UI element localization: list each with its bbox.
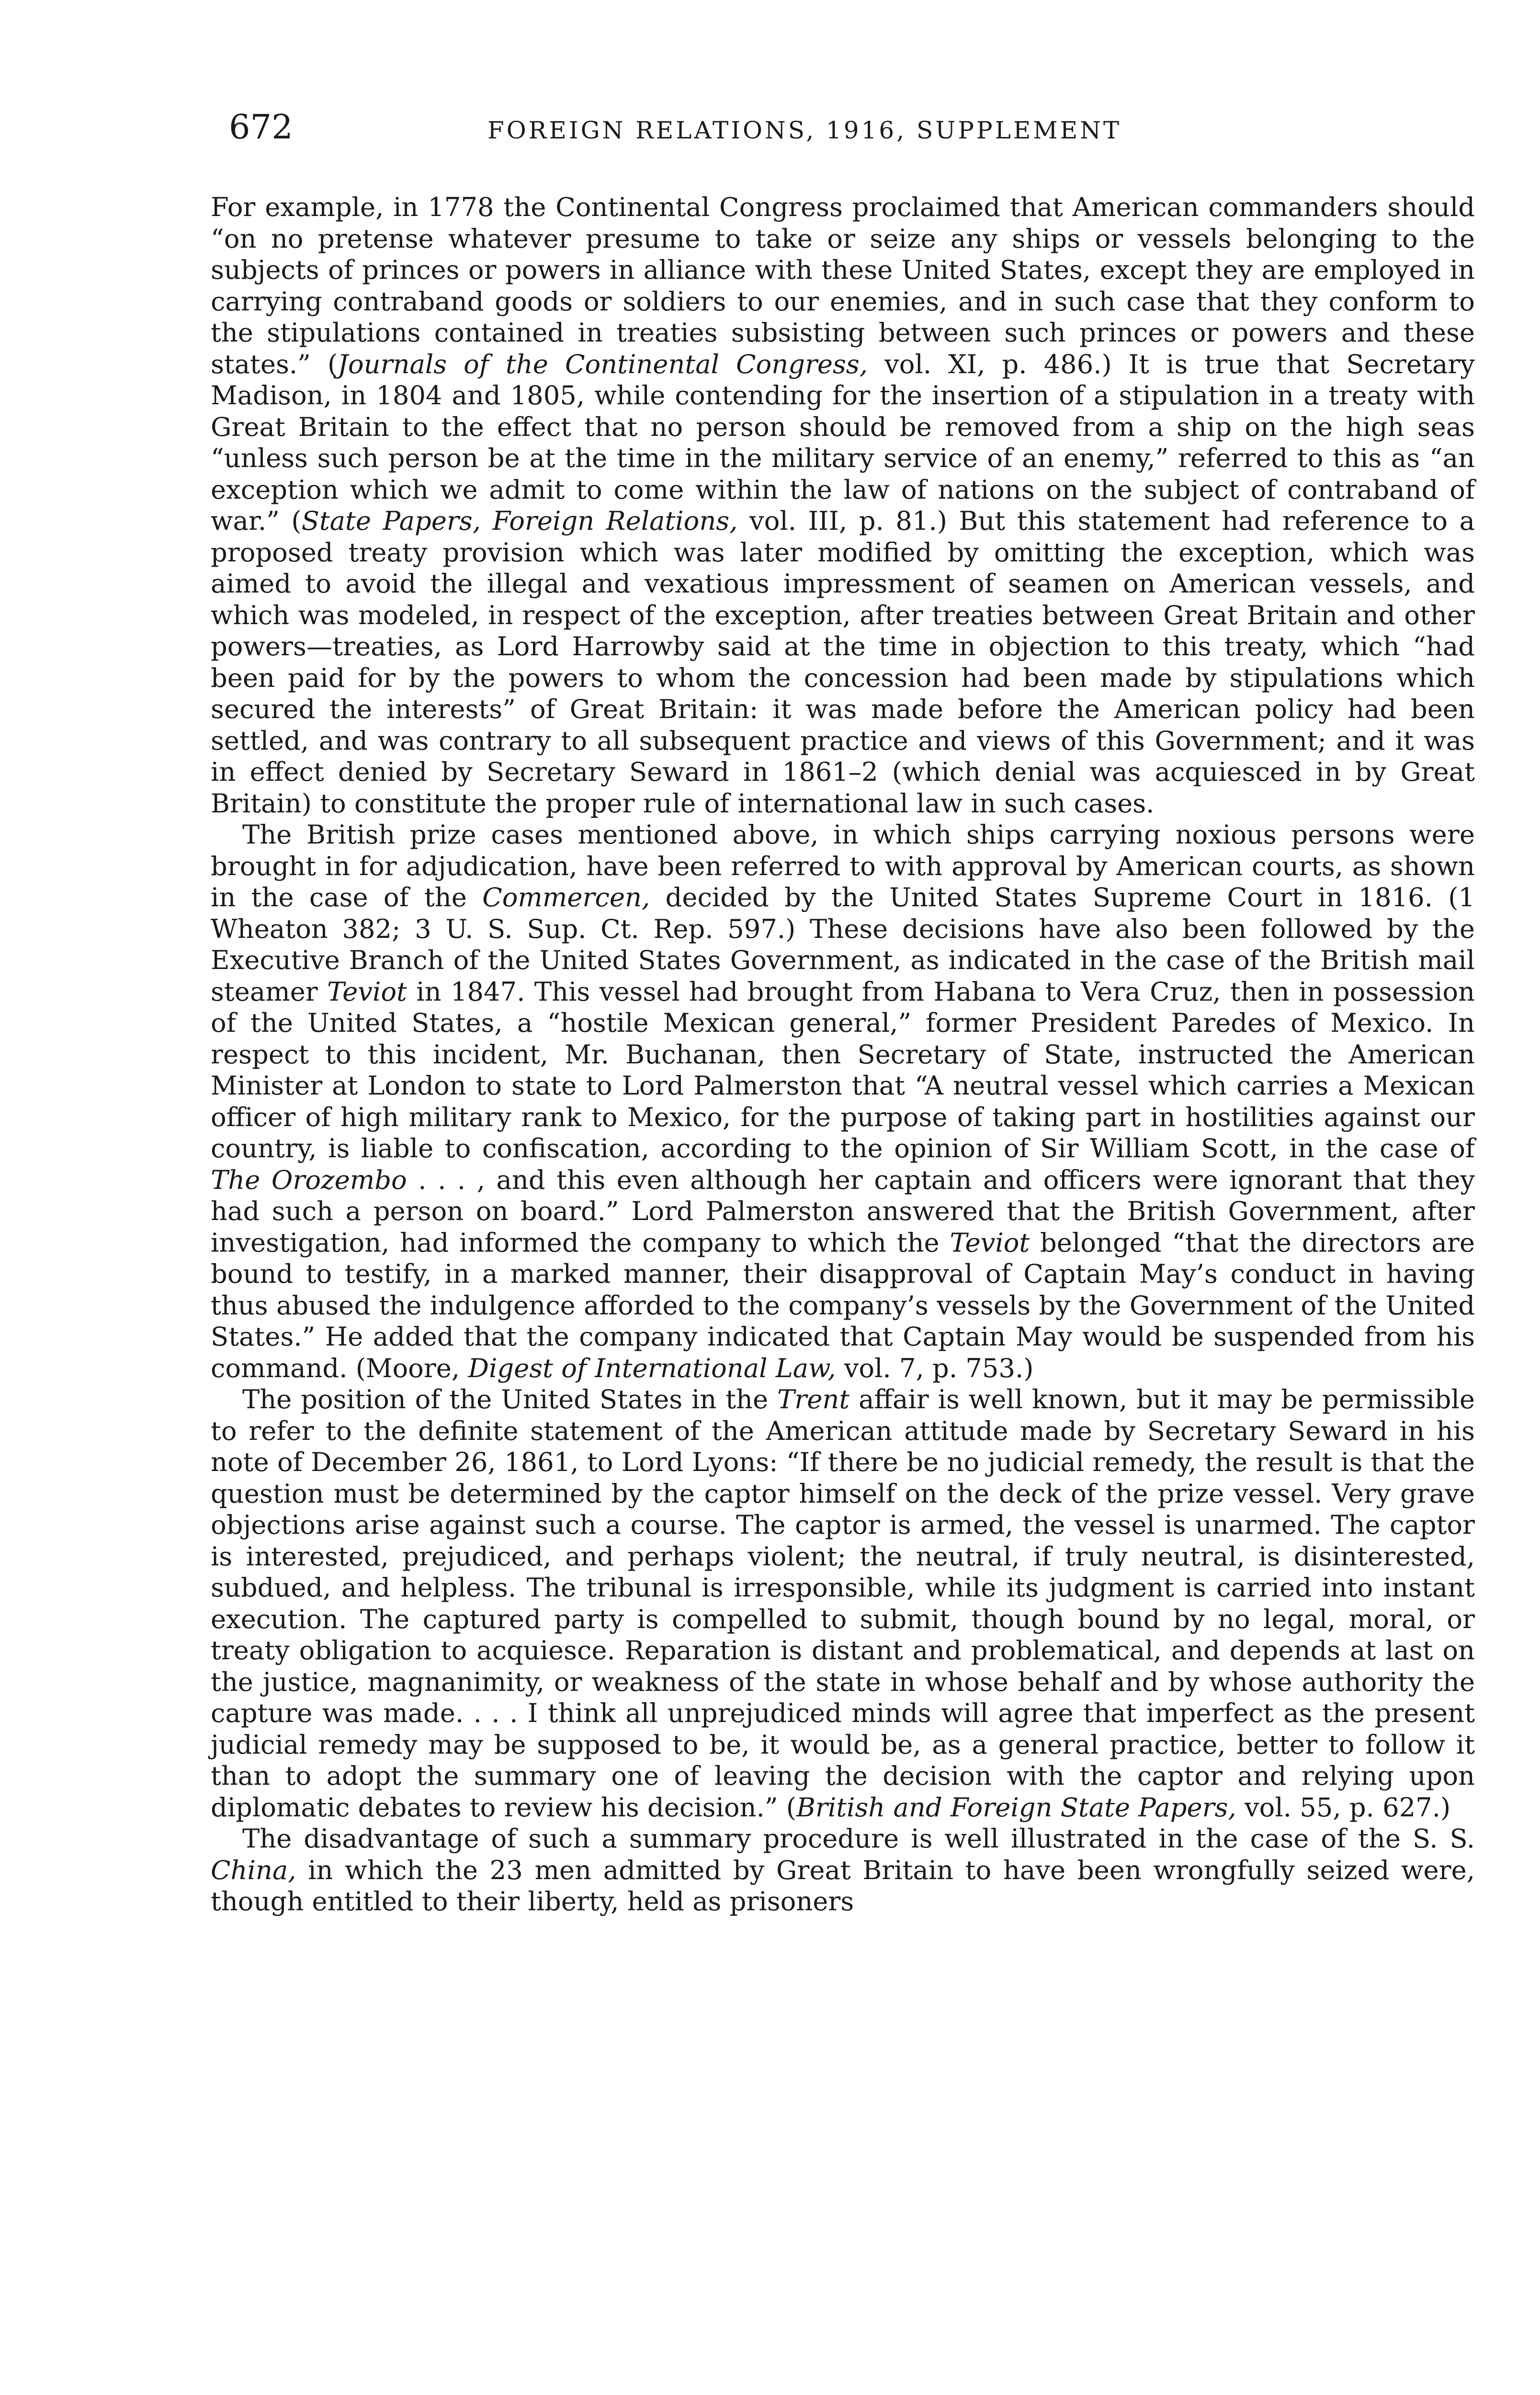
text-run: vol. 55, p. 627.) [1236,1792,1451,1823]
text-run: affair is well known, but it may be permissible to refer to the definite statement of the American attitude made by Secretary Seward in his note of December 26, 1861, to Lord Lyons: “If there be no judicial remedy, the result is that the question must be determined by the captor himself on the deck of the prize vessel. Very grave objections arise against such a course. The captor is armed, the vessel is unarmed. The captor is interested, prejudiced, and perhaps violent; the neutral, if truly neutral, is disinterested, subdued, and helpless. The tribunal is irresponsible, while its judgment is carried into instant execution. The captured party is compelled to submit, though bound by no legal, moral, or treaty obligation to acquiesce. Reparation is distant and problematical, and depends at last on the justice, magnanimity, or weakness of the state in whose behalf and by whose authority the capture was made. . . . I think all unprejudiced minds will agree that imperfect as the present judicial remedy may be supposed to be, it would be, as a general practice, better to follow it than to adopt the summary one of leaving the decision with the captor and relying upon diplomatic debates to review his decision.” ( [211,1384,1475,1823]
text-run: The position of the United States in the [242,1384,778,1414]
text-run: The British prize cases mentioned above, in which ships carrying noxious persons were brought in for adjudication, have been referred to with approval by American courts, as shown in the case of the [211,820,1475,912]
paragraph [211,192,1475,819]
text-run: decided by the United States Supreme Court in 1816. (1 Wheaton 382; 3 U. S. Sup. Ct. Rep. 597.) These decisions have also been followed by the Executive Branch of the United States Government, as indicated in the case of the British mail steamer [211,882,1475,1007]
italic-citation: State Papers, Foreign Relations, [301,506,738,536]
text-run: in 1847. This vessel had brought from Habana to Vera Cruz, then in possession of the United States, a “hostile Mexican general,” former President Paredes of Mexico. In respect to this incident, Mr. Buchanan, then Secretary of State, instructed the American Minister at London to state to Lord Palmerston that “A neutral vessel which carries a Mexican officer of high military rank to Mexico, for the purpose of taking part in hostilities against our country, is liable to confiscation, according to the opinion of Sir William Scott, in the case of [211,976,1475,1163]
paragraph [211,1384,1475,1823]
text-run: . . . , and this even although her captain and officers were ignorant that they had such a person on board.” Lord Palmerston answered that the British Government, after investigation, had informed the company to which the [211,1164,1475,1258]
italic-citation: Trent [777,1384,850,1414]
page-header [229,103,1460,156]
text-run: vol. 7, p. 753.) [836,1353,1034,1383]
page-number: 672 [229,107,293,147]
italic-citation: Journals of the Continental Congress, [338,349,868,379]
italic-citation: Digest of International Law, [468,1353,836,1383]
text-run: belonged “that the directors are bound to testify, in a marked manner, their disapproval of Captain May’s conduct in having thus abused the indulgence afforded to the company’s vessels by the Government of the United States.” He added that the company indicated that Captain May would be suspended from his command. (Moore, [211,1227,1475,1383]
text-run: For example, in 1778 the Continental Congress proclaimed that American commanders should “on no pretense whatever presume to take or seize any ships or vessels belonging to the subjects of princes or powers in alliance with these United States, except they are employed in carrying contraband goods or soldiers to our enemies, and in such case that they conform to the stipulations contained in treaties subsisting between such princes or powers and these states.” ( [211,192,1475,379]
body-text [211,192,1475,1917]
italic-citation: Teviot [327,976,407,1007]
italic-citation: The Orozembo [211,1164,407,1195]
text-run: The disadvantage of such a summary procedure is well illustrated in the case of the S. S. [242,1824,1475,1854]
paragraph [211,1823,1475,1917]
italic-citation: Commercen, [482,882,650,912]
italic-citation: Teviot [950,1227,1030,1258]
running-head: FOREIGN RELATIONS, 1916, SUPPLEMENT [487,116,1122,144]
italic-citation: China, [211,1855,296,1885]
paragraph [211,819,1475,1384]
text-run: vol. III, p. 81.) But this statement had reference to a proposed treaty provision which was later modified by omitting the exception, which was aimed to avoid the illegal and vexatious impressment of seamen on American vessels, and which was modeled, in respect of the exception, after treaties between Great Britain and other powers—treaties, as Lord Harrowby said at the time in objection to this treaty, which “had been paid for by the powers to whom the concession had been made by stipulations which secured the interests” of Great Britain: it was made before the American policy had been settled, and was contrary to all subsequent practice and views of this Government; and it was in effect denied by Secretary Seward in 1861–2 (which denial was acquiesced in by Great Britain) to constitute the proper rule of international law in such cases. [211,506,1475,819]
text-run: in which the 23 men admitted by Great Britain to have been wrongfully seized were, though entitled to their liberty, held as prisoners [211,1855,1475,1916]
italic-citation: British and Foreign State Papers, [796,1792,1236,1823]
text-run: vol. XI, p. 486.) It is true that Secretary Madison, in 1804 and 1805, while contending for the insertion of a stipulation in a treaty with Great Britain to the effect that no person should be removed from a ship on the high seas “unless such person be at the time in the military service of an enemy,” referred to this as “an exception which we admit to come within the law of nations on the subject of contraband of war.” ( [211,349,1475,536]
